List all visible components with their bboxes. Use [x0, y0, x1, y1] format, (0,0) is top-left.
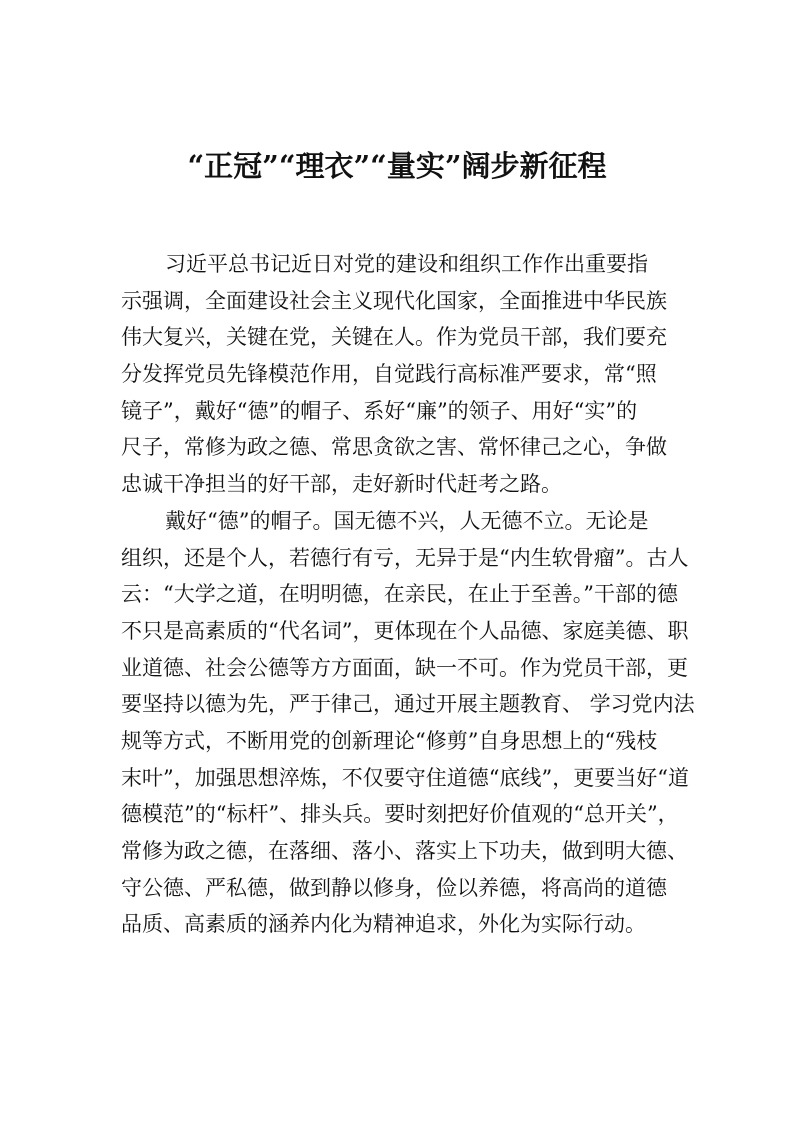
paragraph-1-line: 尺子，常修为政之德、常思贪欲之害、常怀律己之心，争做	[121, 435, 667, 460]
paragraph-2-line: 不只是高素质的“代名词”，更体现在个人品德、家庭美德、职	[121, 618, 689, 643]
paragraph-2-line: 戴好“德”的帽子。国无德不兴，人无德不立。无论是	[165, 508, 649, 533]
document-body	[121, 246, 695, 943]
paragraph-2-line: 要坚持以德为先，严于律己，通过开展主题教育、 学习党内法	[121, 692, 695, 717]
paragraph-1-line: 习近平总书记近日对党的建设和组织工作作出重要指	[165, 252, 648, 276]
paragraph-2-line: 组织，还是个人，若德行有亏，无异于是“内生软骨瘤”。古人	[121, 545, 689, 570]
paragraph-2-line: 常修为政之德，在落细、落小、落实上下功夫，做到明大德、	[121, 839, 688, 863]
paragraph-1-line: 伟大复兴，关键在党，关键在人。作为党员干部，我们要充	[121, 325, 667, 350]
paragraph-1-line: 忠诚干净担当的好干部，走好新时代赶考之路。	[121, 472, 562, 497]
paragraph-2-line: 德模范”的“标杆”、排头兵。要时刻把好价值观的“总开关”，	[121, 802, 679, 827]
paragraph-2-line: 规等方式，不断用党的创新理论“修剪”自身思想上的“残枝	[121, 728, 658, 753]
paragraph-2-line: 守公德、严私德，做到静以修身，俭以养德，将高尚的道德	[121, 875, 667, 900]
document-title: “正冠”“理衣”“量实”阔步新征程	[187, 149, 607, 183]
paragraph-2-line: 末叶”，加强思想淬炼，不仅要守住道德“底线”，更要当好“道	[121, 765, 689, 790]
paragraph-1-line: 分发挥党员先锋模范作用，自觉践行高标准严要求，常“照	[121, 362, 657, 387]
paragraph-1-line: 示强调，全面建设社会主义现代化国家，全面推进中华民族	[121, 288, 667, 313]
paragraph-2-line: 业道德、社会公德等方方面面，缺一不可。作为党员干部，更	[121, 655, 688, 680]
paragraph-1-line: 镜子”，戴好“德”的帽子、系好“廉”的领子、用好“实”的	[121, 398, 638, 423]
paragraph-2-line: 品质、高素质的涵养内化为精神追求，外化为实际行动。	[121, 912, 646, 937]
paragraph-2-line: 云：“大学之道，在明明德，在亲民，在止于至善。”干部的德	[121, 582, 678, 607]
